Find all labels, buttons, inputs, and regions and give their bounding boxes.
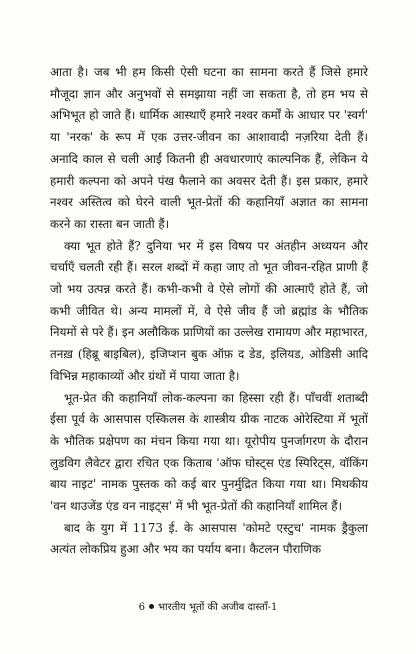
paragraph-3: भूत-प्रेत की कहानियाँ लोक-कल्पना का हिस्सा रही हैं। पाँचवीं शताब्दी ईसा पूर्व के आसपास एस्किलस के शास्त्रीय ग्रीक नाटक ओरेस्टिया में भूतों के भौतिक प्रक्षेपण का मंचन किया गया था। यूरोपीय पुनर्जागरण के दौरान लुडविग लैवेटर द्वारा रचित एक किताब 'ऑफ घोस्ट्स एंड स्पिरिट्स, वॉकिंग बाय नाइट' नामक पुस्तक को कई बार पुनर्मुद्रित किया गया था। मिथकीय 'वन थाउजेंड एंड वन नाइट्स' में भी भूत-प्रेतों की कहानियाँ शामिल हैं। — [50, 390, 368, 514]
running-title: भारतीय भूतों की अजीब दास्ताँ-1 — [158, 602, 278, 613]
paragraph-2: क्या भूत होते हैं? दुनिया भर में इस विषय पर अंतहीन अध्ययन और चर्चाएँ चलती रही हैं। सरल शब्दों में कहा जाए तो भूत जीवन-रहित प्राणी हैं जो भय उत्पन्न करते हैं। कभी-कभी वे ऐसे लोगों की आत्माएँ होते हैं, जो कभी जीवित थे। अन्य मामलों में, वे ऐसे जीव हैं जो ब्रह्मांड के भौतिक नियमों से परे हैं। इन अलौकिक प्राणियों का उल्लेख रामायण और महाभारत, तनख़ (हिब्रू बाइबिल), इजिप्शन बुक ऑफ़ द डेड, इलियड, ओडिसी आदि विभिन्न महाकाव्यों और ग्रंथों में पाया जाता है। — [50, 238, 368, 383]
paragraph-1: आता है। जब भी हम किसी ऐसी घटना का सामना करते हैं जिसे हमारे मौजूदा ज्ञान और अनुभवों से समझाया नहीं जा सकता है, तो हम भय से अभिभूत हो जाते हैं। धार्मिक आस्थाएँ हमारे नश्वर कर्मों के आधार पर 'स्वर्ग' या 'नरक' के रूप में एक उत्तर-जीवन का आशावादी नज़रिया देती हैं। अनादि काल से चली आईं कितनी ही अवधारणाएं काल्पनिक हैं, लेकिन ये हमारी कल्पना को अपने पंख फैलाने का अवसर देती हैं। इस प्रकार, हमारे नश्वर अस्तित्व को घेरने वाली भूत-प्रेतों की कहानियाँ अज्ञात का सामना करने का रास्ता बन जाती हैं। — [50, 65, 368, 231]
bullet-icon — [149, 604, 154, 609]
page-footer — [0, 599, 416, 613]
paragraph-4: बाद के युग में 1173 ई. के आसपास 'कोमटे एस्टुच' नामक ड्रैकुला अत्यंत लोकप्रिय हुआ और भय का पर्याय बना। कैटलन पौराणिक — [50, 520, 368, 557]
body-text — [50, 62, 368, 561]
page-number: 6 — [138, 602, 146, 613]
